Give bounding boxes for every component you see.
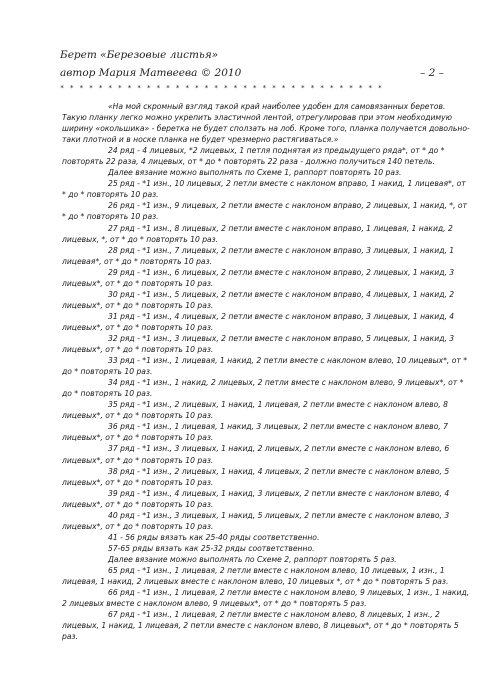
row-instruction: 37 ряд - *1 изн., 3 лицевых, 1 накид, 2 лицевых, 2 петли вместе с наклоном влево, 6 лицевых*, от * до * повторять 10 раз. [62, 444, 450, 465]
row-instruction: 25 ряд - *1 изн., 10 лицевых, 2 петли вместе с наклоном вправо, 1 накид, 1 лицевая*, от * до * повторять 10 раз. [62, 179, 466, 200]
row-instruction: 27 ряд - *1 изн., 8 лицевых, 2 петли вместе с наклоном вправо, 1 лицевая, 1 накид, 2 лицевых, *, от * до * повторять 10 раз. [62, 223, 453, 244]
row-instruction: 38 ряд - *1 изн., 2 лицевых, 1 накид, 4 лицевых, 2 петли вместе с наклоном влево, 5 лицевых*, от * до * повторять 10 раз. [62, 466, 450, 487]
row-instruction: 29 ряд - *1 изн., 6 лицевых, 2 петли вместе с наклоном вправо, 2 лицевых, 1 накид, 3 лицевых*, от * до * повторять 10 раз. [62, 267, 455, 288]
row-instruction: 41 - 56 ряды вязать как 25-40 ряды соответственно. [108, 532, 320, 542]
row-instruction: 67 ряд - *1 изн., 1 лицевая, 2 петли вместе с наклоном влево, 8 лицевых, 1 изн., 2 лицевых, 1 накид, 1 лицевая, 2 петли вместе с наклоном влево, 8 лицевых*, от * до * повторять 5 раз. [62, 610, 459, 642]
document-body [62, 101, 470, 642]
star-divider: * * * * * * * * * * * * * * * * * * * * * * * * * * * * * * * * * * [60, 84, 383, 92]
row-instruction: 24 ряд - 4 лицевых, *2 лицевых, 1 петля поднятая из предыдущего ряда*, от * до * повторять 22 раза, 4 лицевых, от * до * повторять 22 раза - должно получиться 140 петель. [62, 146, 445, 167]
row-instruction: 30 ряд - *1 изн., 5 лицевых, 2 петли вместе с наклоном вправо, 4 лицевых, 1 накид, 2 лицевых*, от * до * повторять 10 раз. [62, 289, 455, 310]
row-instruction: Далее вязание можно выполнять по Схеме 1, раппорт повторять 10 раз. [108, 168, 402, 178]
row-instruction: 40 ряд - *1 изн., 3 лицевых, 1 накид, 5 лицевых, 2 петли вместе с наклоном влево, 3 лицевых*, от * до * повторять 10 раз. [62, 510, 450, 531]
row-instruction: 34 ряд - *1 изн., 1 накид, 2 лицевых, 2 петли вместе с наклоном влево, 9 лицевых*, от * до * повторять 10 раз. [62, 378, 464, 399]
page-number: – 2 – [420, 67, 444, 79]
document-title: Берет «Березовые листья» [60, 49, 219, 61]
row-instruction: 57-65 ряды вязать как 25-32 ряды соответственно. [108, 543, 315, 553]
row-instruction: 32 ряд - *1 изн., 3 лицевых, 2 петли вместе с наклоном вправо, 5 лицевых, 1 накид, 3 лицевых*, от * до * повторять 10 раз. [62, 333, 455, 355]
row-instruction: 65 ряд - *1 изн., 1 лицевая, 2 петли вместе с наклоном влево, 10 лицевых, 1 изн., 1 лицевая, 1 накид, 2 лицевых вместе с наклоном влево, 10 лицевых *, от * до * повторять 5 раз. [62, 565, 449, 587]
row-instruction: 35 ряд - *1 изн., 2 лицевых, 1 накид, 1 лицевая, 2 петли вместе с наклоном влево, 8 лицевых*, от * до * повторять 10 раз. [62, 400, 448, 421]
row-instruction: 36 ряд - *1 изн., 1 лицевая, 1 накид, 3 лицевых, 2 петли вместе с наклоном влево, 7 лицевых*, от * до * повторять 10 раз. [62, 422, 448, 443]
row-instruction: 66 ряд - *1 изн., 1 лицевая, 2 петли вместе с наклоном влево, 9 лицевых, 1 изн., 1 накид, 2 лицевых вместе с наклоном влево, 9 лицевых*, от * до * повторять 5 раз. [62, 588, 470, 609]
row-instruction: 33 ряд - *1 изн., 1 лицевая, 1 накид, 2 петли вместе с наклоном влево, 10 лицевых*, от * до * повторять 10 раз. [62, 356, 468, 377]
row-instruction: Далее вязание можно выполнять по Схеме 2, раппорт повторять 5 раз. [108, 554, 397, 564]
row-instruction: 28 ряд - *1 изн., 7 лицевых, 2 петли вместе с наклоном вправо, 3 лицевых, 1 накид, 1 лицевая*, от * до * повторять 10 раз. [62, 245, 455, 266]
row-instruction: 39 ряд - *1 изн., 4 лицевых, 1 накид, 3 лицевых, 2 петли вместе с наклоном влево, 4 лицевых*, от * до * повторять 10 раз. [62, 488, 450, 509]
document-author: автор Мария Матвеева © 2010 [60, 67, 242, 79]
row-instruction: 26 ряд - *1 изн., 9 лицевых, 2 петли вместе с наклоном вправо, 2 лицевых, 1 накид, *, от * до * повторять 10 раз. [62, 201, 467, 222]
row-instruction: 31 ряд - *1 изн., 4 лицевых, 2 петли вместе с наклоном вправо, 3 лицевых, 1 накид, 4 лицевых*, от * до * повторять 10 раз. [62, 311, 455, 332]
intro-paragraph: «На мой скромный взгляд такой край наиболее удобен для самовязанных беретов. Такую планку легко можно укрепить эластичной лентой, отрегулировав при этом необходимую ширину «окольшика» - беретка не будет сползать на лоб. Кроме того, планка получается довольно-таки плотной и в носке планка не будет чрезмерно растягиваться.» [62, 102, 470, 145]
